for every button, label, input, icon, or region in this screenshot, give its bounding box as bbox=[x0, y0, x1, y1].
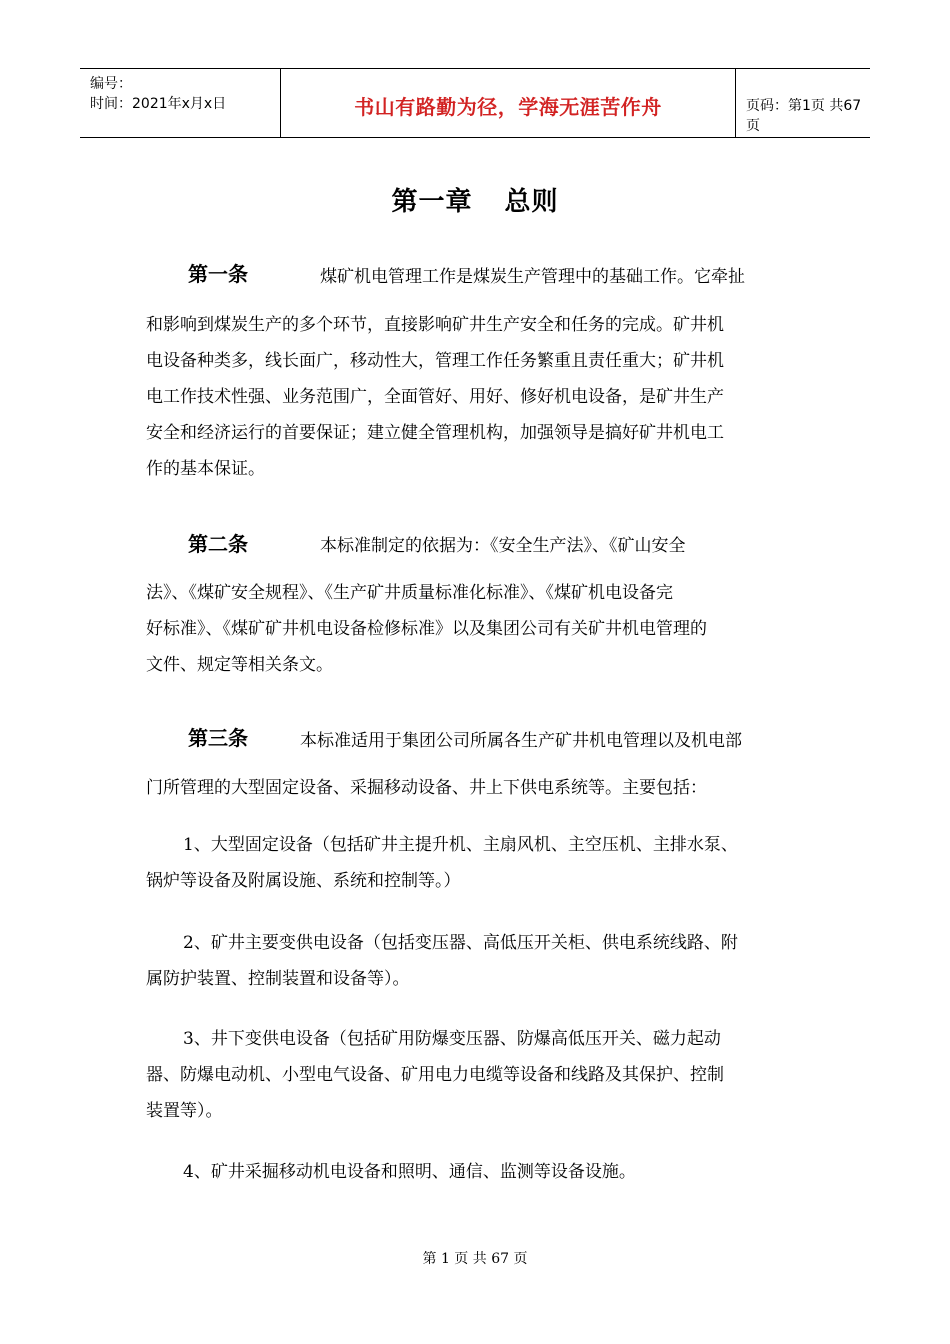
chapter-heading bbox=[0, 181, 950, 218]
header-page-info: 页码：第1页 共67页 bbox=[746, 98, 862, 134]
article-label: 第二条 bbox=[188, 532, 248, 556]
article-text-line: 门所管理的大型固定设备、采掘移动设备、井上下供电系统等。主要包括： bbox=[146, 778, 707, 798]
article-text-line: 本标准适用于集团公司所属各生产矿井机电管理以及机电部 bbox=[300, 731, 742, 751]
article-text-line: 安全和经济运行的首要保证；建立健全管理机构，加强领导是搞好矿井机电工 bbox=[146, 423, 724, 443]
page-header bbox=[80, 68, 870, 138]
list-item-line: 2、矿井主要变供电设备（包括变压器、高低压开关柜、供电系统线路、附 bbox=[183, 933, 738, 953]
header-motto-cell bbox=[281, 69, 736, 137]
article-text-line: 电设备种类多，线长面广，移动性大，管理工作任务繁重且责任重大；矿井机 bbox=[146, 351, 724, 371]
article-label: 第一条 bbox=[188, 262, 248, 286]
header-page-cell bbox=[736, 69, 870, 137]
list-item-line: 4、矿井采掘移动机电设备和照明、通信、监测等设备设施。 bbox=[183, 1162, 636, 1182]
chapter-number: 第一章 bbox=[391, 187, 473, 217]
header-meta-cell bbox=[80, 69, 281, 137]
list-item-line: 器、防爆电动机、小型电气设备、矿用电力电缆等设备和线路及其保护、控制 bbox=[146, 1065, 724, 1085]
article-label: 第三条 bbox=[188, 726, 248, 750]
header-motto: 书山有路勤为径，学海无涯苦作舟 bbox=[354, 95, 662, 119]
article-text-line: 作的基本保证。 bbox=[146, 459, 265, 479]
list-item-line: 锅炉等设备及附属设施、系统和控制等。） bbox=[146, 871, 461, 891]
list-item-line: 属防护装置、控制装置和设备等）。 bbox=[146, 969, 410, 989]
list-item-line: 3、井下变供电设备（包括矿用防爆变压器、防爆高低压开关、磁力起动 bbox=[183, 1029, 721, 1049]
article-text-line: 和影响到煤炭生产的多个环节，直接影响矿井生产安全和任务的完成。矿井机 bbox=[146, 315, 724, 335]
article-text-line: 文件、规定等相关条文。 bbox=[146, 655, 333, 675]
list-item-line: 装置等）。 bbox=[146, 1101, 223, 1121]
article-text-line: 法》、《煤矿安全规程》、《生产矿井质量标准化标准》、《煤矿机电设备完 bbox=[146, 583, 673, 603]
document-number-label: 编号： bbox=[90, 76, 132, 92]
document-date: 时间：2021年x月x日 bbox=[90, 96, 227, 112]
article-text-line: 电工作技术性强、业务范围广，全面管好、用好、修好机电设备，是矿井生产 bbox=[146, 387, 724, 407]
page-footer: 第 1 页 共 67 页 bbox=[422, 1251, 528, 1267]
article-text-line: 好标准》、《煤矿矿井机电设备检修标准》以及集团公司有关矿井机电管理的 bbox=[146, 619, 707, 639]
chapter-title: 总则 bbox=[504, 187, 559, 217]
article-text-line: 本标准制定的依据为：《安全生产法》、《矿山安全 bbox=[320, 536, 686, 556]
article-text-line: 煤矿机电管理工作是煤炭生产管理中的基础工作。它牵扯 bbox=[320, 267, 745, 287]
list-item-line: 1、大型固定设备（包括矿井主提升机、主扇风机、主空压机、主排水泵、 bbox=[183, 835, 738, 855]
